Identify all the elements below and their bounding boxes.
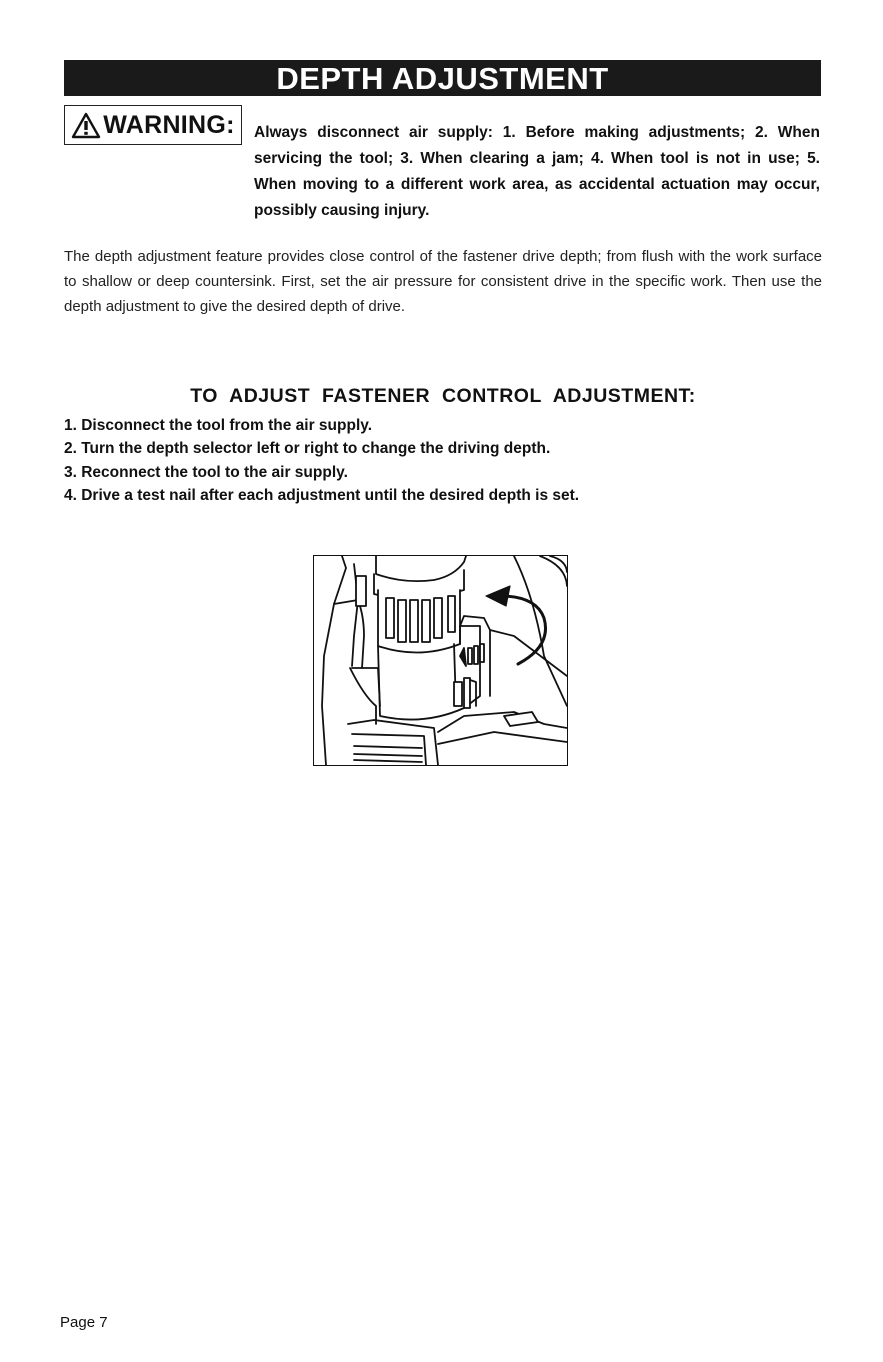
- procedure-step: 2. Turn the depth selector left or right to change the driving depth.: [64, 440, 551, 458]
- depth-selector-figure: [313, 555, 568, 766]
- page-title: DEPTH ADJUSTMENT: [64, 60, 821, 96]
- warning-text: Always disconnect air supply: 1. Before making adjustments; 2. When servicing the tool; 3. When clearing a jam; 4. When tool is not in use; 5. When moving to a different work area, as accidental actuation may occur, possibly causing injury.: [254, 124, 820, 219]
- procedure-step: 4. Drive a test nail after each adjustment until the desired depth is set.: [64, 486, 580, 504]
- procedure-heading: TO ADJUST FASTENER CONTROL ADJUSTMENT:: [190, 385, 696, 407]
- depth-selector-illustration: [314, 556, 567, 765]
- warning-triangle-icon: [71, 112, 101, 139]
- procedure-step: 1. Disconnect the tool from the air supply.: [64, 417, 373, 434]
- procedure-step: 3. Reconnect the tool to the air supply.: [64, 463, 348, 481]
- procedure-steps: [64, 414, 579, 507]
- intro-paragraph: The depth adjustment feature provides close control of the fastener drive depth; from flush with the work surface to shallow or deep countersink. First, set the air pressure for consistent drive in the specific work. Then use the depth adjustment to give the desired depth of drive.: [64, 248, 822, 315]
- warning-label: WARNING:: [103, 110, 235, 139]
- page-number: Page 7: [60, 1314, 108, 1331]
- warning-badge: [64, 105, 242, 145]
